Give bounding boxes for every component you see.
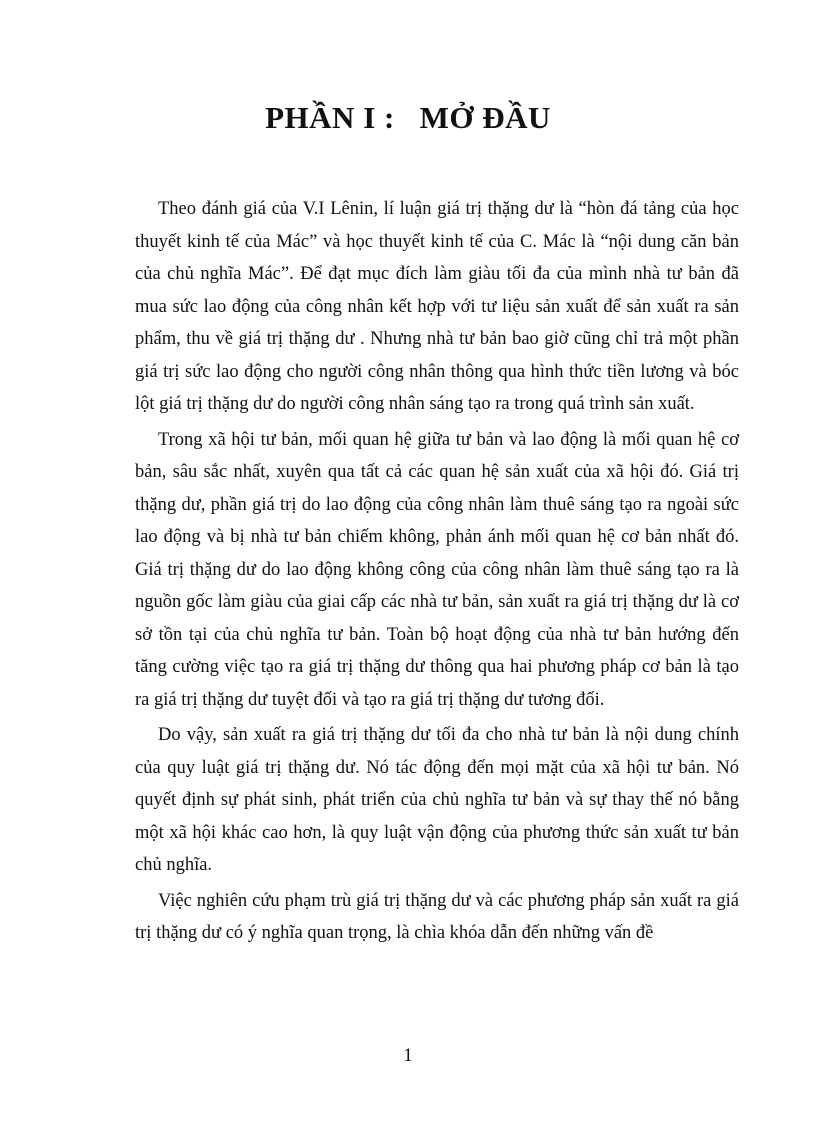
page-number: 1 [403, 1045, 413, 1066]
paragraph-1: Theo đánh giá của V.I Lênin, lí luận giá trị thặng dư là “hòn đá tảng của học thuyết kinh tế của Mác” và học thuyết kinh tế của C. Mác là “nội dung căn bản của chủ nghĩa Mác”. Để đạt mục đích làm giàu tối đa của mình nhà tư bản đã mua sức lao động của công nhân kết hợp với tư liệu sản xuất để sản xuất ra sản phẩm, thu về giá trị thặng dư . Nhưng nhà tư bản bao giờ cũng chỉ trả một phần giá trị sức lao động cho người công nhân thông qua hình thức tiền lương và bóc lột giá trị thặng dư do người công nhân sáng tạo ra trong quá trình sản xuất. [135, 199, 739, 414]
body-text [135, 193, 739, 950]
paragraph-3: Do vậy, sản xuất ra giá trị thặng dư tối đa cho nhà tư bản là nội dung chính của quy luật giá trị thặng dư. Nó tác động đến mọi mặt của xã hội tư bản. Nó quyết định sự phát sinh, phát triển của chủ nghĩa tư bản và sự thay thế nó bằng một xã hội khác cao hơn, là quy luật vận động của phương thức sản xuất tư bản chủ nghĩa. [135, 725, 739, 875]
paragraph-4: Việc nghiên cứu phạm trù giá trị thặng dư và các phương pháp sản xuất ra giá trị thặng dư có ý nghĩa quan trọng, là chìa khóa dẫn đến những vấn đề [135, 890, 739, 943]
paragraph-2: Trong xã hội tư bản, mối quan hệ giữa tư bản và lao động là mối quan hệ cơ bản, sâu sắc nhất, xuyên qua tất cả các quan hệ sản xuất của xã hội đó. Giá trị thặng dư, phần giá trị do lao động của công nhân làm thuê sáng tạo ra ngoài sức lao động và bị nhà tư bản chiếm không, phản ánh mối quan hệ cơ bản nhất đó. Giá trị thặng dư do lao động không công của công nhân làm thuê sáng tạo ra là nguồn gốc làm giàu của giai cấp các nhà tư bản, sản xuất ra giá trị thặng dư là cơ sở tồn tại của chủ nghĩa tư bản. Toàn bộ hoạt động của nhà tư bản hướng đến tăng cường việc tạo ra giá trị thặng dư thông qua hai phương pháp cơ bản là tạo ra giá trị thặng dư tuyệt đối và tạo ra giá trị thặng dư tương đối. [135, 429, 739, 710]
section-title: PHẦN I : MỞ ĐẦU [265, 100, 551, 135]
